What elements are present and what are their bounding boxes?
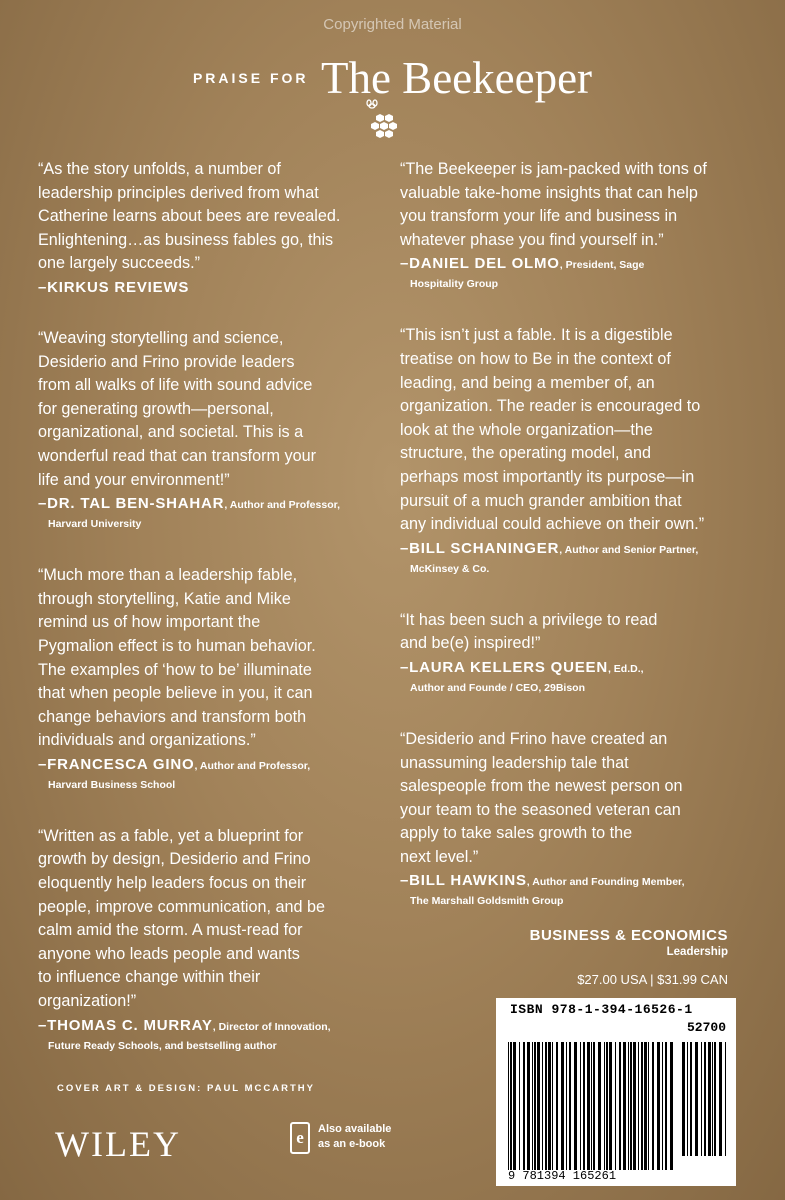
ebook-availability: Also available as an e-book xyxy=(318,1123,392,1150)
reviewer-name: –FRANCESCA GINO xyxy=(38,755,195,773)
reviewer-name: –KIRKUS REVIEWS xyxy=(38,278,190,296)
barcode-bar xyxy=(644,1042,647,1170)
quote-hawkins xyxy=(400,728,762,912)
barcode-bar xyxy=(670,1042,673,1170)
reviewer-role: , Author and Senior Partner, xyxy=(559,543,699,556)
barcode-bar xyxy=(534,1042,536,1170)
barcode-bar xyxy=(615,1042,616,1170)
category-main: BUSINESS & ECONOMICS xyxy=(529,927,728,944)
reviewer-name: –DANIEL DEL OLMO xyxy=(400,255,560,273)
quote-attribution xyxy=(400,659,762,698)
reviewer-name: –LAURA KELLERS QUEEN xyxy=(400,658,608,676)
isbn-number: ISBN 978-1-394-16526-1 xyxy=(510,1002,693,1017)
copyright-watermark: Copyrighted Material xyxy=(323,16,462,33)
reviewer-affiliation: McKinsey & Co. xyxy=(410,562,490,575)
reviewer-role: , Author and Professor, xyxy=(224,499,341,512)
reviewer-role: , Director of Innovation, xyxy=(212,1020,331,1033)
reviewer-role: , Ed.D., xyxy=(607,662,644,675)
reviewer-role: , Author and Founding Member, xyxy=(526,876,685,889)
barcode-bar xyxy=(657,1042,660,1170)
reviewer-affiliation: Harvard Business School xyxy=(48,778,176,791)
barcode-bar xyxy=(527,1042,530,1170)
barcode-bar xyxy=(569,1042,571,1170)
barcode-bar xyxy=(580,1042,581,1170)
bee-honeycomb-icon xyxy=(358,98,404,140)
quote-attribution xyxy=(38,756,400,795)
cover-art-credit: COVER ART & DESIGN: PAUL MCCARTHY xyxy=(57,1083,315,1094)
reviewer-name: –BILL HAWKINS xyxy=(400,872,527,890)
barcode-bar xyxy=(523,1042,525,1170)
quote-text: “It has been such a privilege to read and be(e) inspired!” xyxy=(400,610,658,653)
reviewer-name: –DR. TAL BEN-SHAHAR xyxy=(38,495,225,513)
barcode-bar xyxy=(638,1042,639,1170)
reviewer-affiliation: Harvard University xyxy=(48,518,142,531)
barcode-bar xyxy=(712,1042,713,1156)
barcode-bar xyxy=(604,1042,605,1170)
book-title: The Beekeeper xyxy=(320,53,593,103)
barcode-bar xyxy=(510,1042,512,1170)
barcode-bar xyxy=(513,1042,516,1170)
ebook-icon: e xyxy=(290,1122,310,1154)
barcode-digits: 9 781394 165261 xyxy=(508,1169,617,1183)
reviewer-name: –BILL SCHANINGER xyxy=(400,539,560,557)
barcode-bar xyxy=(532,1042,533,1170)
barcode-price-code: 52700 xyxy=(686,1020,726,1035)
praise-for-label: PRAISE FOR xyxy=(192,70,309,86)
quote-attribution xyxy=(400,540,762,579)
isbn-barcode-box xyxy=(496,998,736,1186)
reviewer-affiliation: Hospitality Group xyxy=(410,278,499,291)
quote-text: “Desiderio and Frino have created an unassuming leadership tale that salespeople from the newest person on your team to the seasoned veteran can apply to take sales growth to the next level.” xyxy=(400,729,683,866)
quote-text: “This isn’t just a fable. It is a digestible treatise on how to Be in the context of leading, and being a member of, an organization. The reader is encouraged to look at the whole organization—the structure, the operating model, and perhaps most importantly its purpose—in pursuit of a much grander ambition that any individual could achieve on their own.” xyxy=(400,326,705,534)
barcode-bar xyxy=(548,1042,551,1170)
quote-attribution xyxy=(400,255,762,294)
barcode-bar xyxy=(714,1042,716,1156)
barcode-bar xyxy=(587,1042,590,1170)
barcode-bar xyxy=(665,1042,667,1170)
quote-del-olmo xyxy=(400,158,762,294)
barcode-bar xyxy=(708,1042,711,1156)
right-quotes-column xyxy=(400,158,762,941)
barcode-bar xyxy=(566,1042,567,1170)
quote-text: “The Beekeeper is jam-packed with tons of valuable take-home insights that can help you transform your life and business in whatever phase you find yourself in.” xyxy=(400,160,707,249)
barcode-bar xyxy=(623,1042,626,1170)
barcode-bar xyxy=(598,1042,601,1170)
barcode-bar xyxy=(704,1042,706,1156)
quote-attribution xyxy=(400,872,762,911)
quote-schaninger xyxy=(400,324,762,578)
barcode-bar xyxy=(545,1042,547,1170)
barcode-bar xyxy=(542,1042,543,1170)
barcode-bar xyxy=(701,1042,702,1156)
barcode-bar xyxy=(619,1042,621,1170)
barcode-bar xyxy=(609,1042,612,1170)
reviewer-affiliation: Author and Founde / CEO, 29Bison xyxy=(410,681,586,694)
quote-kirkus xyxy=(38,158,400,297)
barcode-bar xyxy=(561,1042,564,1170)
quote-murray xyxy=(38,825,400,1056)
quote-queen xyxy=(400,609,762,698)
barcode-bar xyxy=(690,1042,692,1156)
quote-text: “Written as a fable, yet a blueprint for growth by design, Desiderio and Frino eloquently help leaders focus on their people, improve communication, and be calm amid the storm. A must-read for anyone who leads people and wants to influence change within their organization!” xyxy=(38,826,326,1011)
barcode-bar xyxy=(725,1042,726,1156)
barcode-bar xyxy=(695,1042,698,1156)
reviewer-affiliation: The Marshall Goldsmith Group xyxy=(410,895,564,908)
barcode-bar xyxy=(556,1042,558,1170)
quote-text: “Weaving storytelling and science, Desiderio and Frino provide leaders from all walks of life with sound advice for generating growth—personal, organizational, and societal. This is a wonderful read that can transform your life and your environment!” xyxy=(38,328,317,489)
quote-gino xyxy=(38,564,400,795)
quote-attribution xyxy=(38,495,400,534)
barcode-bar xyxy=(652,1042,654,1170)
barcode-bar xyxy=(719,1042,722,1156)
reviewer-name: –THOMAS C. MURRAY xyxy=(38,1016,213,1034)
barcode-bar xyxy=(633,1042,636,1170)
barcode-bar xyxy=(628,1042,629,1170)
reviewer-affiliation: Future Ready Schools, and bestselling author xyxy=(48,1039,277,1052)
barcode-bar xyxy=(574,1042,577,1170)
quote-text: “As the story unfolds, a number of leadership principles derived from what Catherine learns about bees are revealed. Enlightening…as business fables go, this one largely succeeds.” xyxy=(38,160,341,273)
book-category xyxy=(460,927,728,958)
quote-ben-shahar xyxy=(38,327,400,534)
publisher-logo: WILEY xyxy=(55,1124,181,1164)
barcode-bar xyxy=(682,1042,685,1156)
page-header xyxy=(0,52,785,104)
quote-attribution xyxy=(38,279,400,297)
reviewer-role: , Author and Professor, xyxy=(194,759,311,772)
barcode-bar xyxy=(552,1042,553,1170)
barcode-bar xyxy=(641,1042,643,1170)
quote-text: “Much more than a leadership fable, through storytelling, Katie and Mike remind us of how important the Pygmalion effect is to human behavior. The examples of ‘how to be’ illuminate that when people believe in you, it can change behaviors and transform both individuals and organizations.” xyxy=(38,566,316,750)
book-price: $27.00 USA | $31.99 CAN xyxy=(577,972,728,987)
reviewer-role: , President, Sage xyxy=(559,259,645,272)
barcode-bar xyxy=(648,1042,649,1170)
barcode-bar xyxy=(662,1042,663,1170)
left-quotes-column xyxy=(38,158,400,1086)
barcode-bar xyxy=(630,1042,632,1170)
barcode-bar xyxy=(593,1042,595,1170)
barcode-bar xyxy=(537,1042,540,1170)
category-sub: Leadership xyxy=(666,946,728,958)
barcode-bar xyxy=(583,1042,585,1170)
barcode-bar xyxy=(508,1042,509,1170)
barcode-bar xyxy=(591,1042,592,1170)
quote-attribution xyxy=(38,1017,400,1056)
barcode-bar xyxy=(687,1042,688,1156)
barcode-bar xyxy=(606,1042,608,1170)
barcode-bar xyxy=(519,1042,520,1170)
